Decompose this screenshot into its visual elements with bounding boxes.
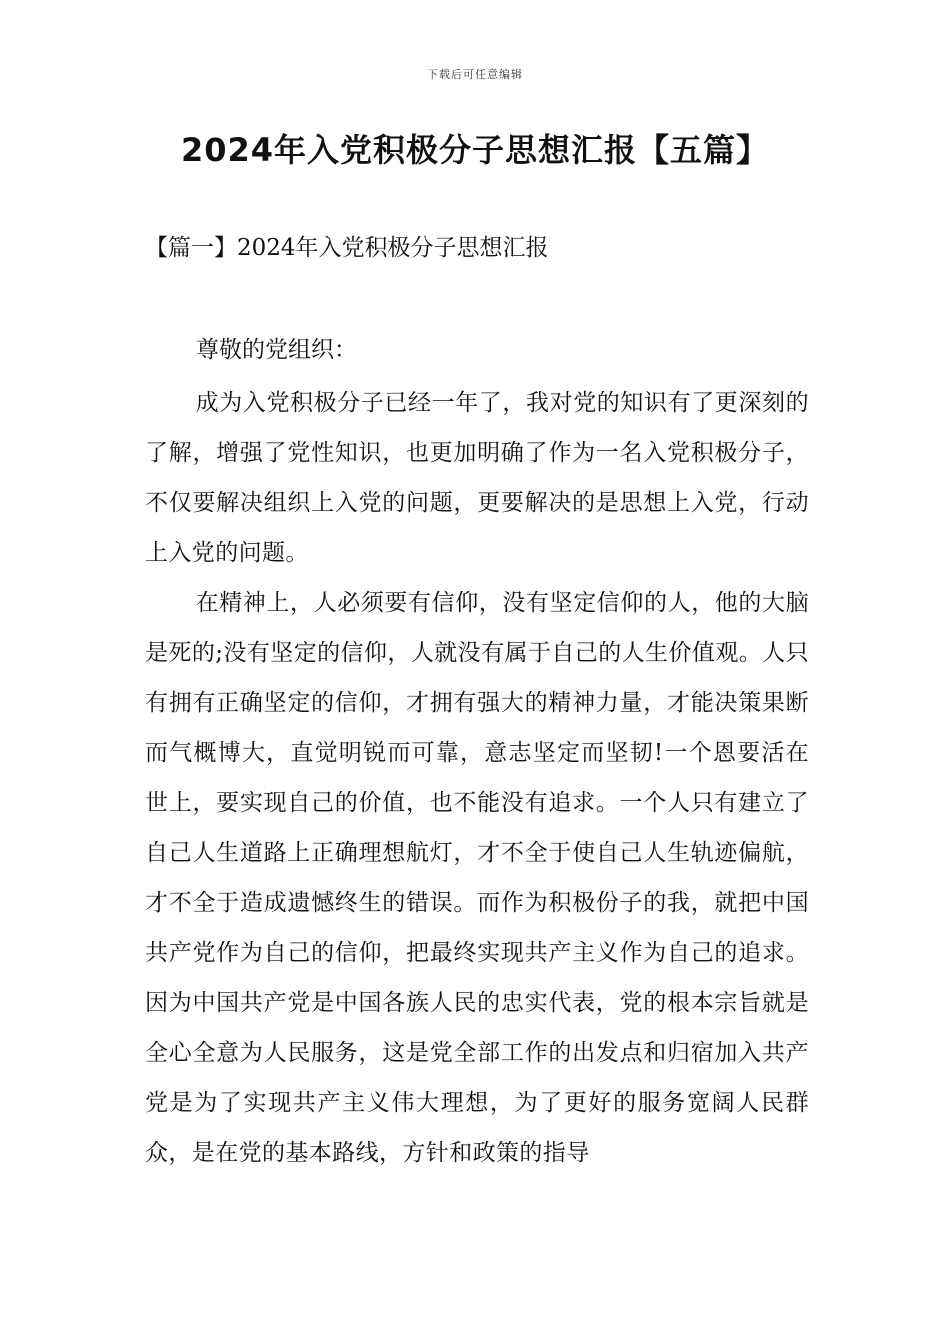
document-title: 2024年入党积极分子思想汇报【五篇】 bbox=[180, 131, 770, 169]
salutation: 尊敬的党组织： bbox=[196, 337, 357, 363]
paragraph-1: 成为入党积极分子已经一年了，我对党的知识有了更深刻的了解，增强了党性知识，也更加明确了作为一名入党积极分子，不仅要解决组织上入党的问题，更要解决的是思想上入党，行动上入党的问题。 bbox=[145, 390, 809, 566]
paragraph-2: 在精神上，人必须要有信仰，没有坚定信仰的人，他的大脑是死的;没有坚定的信仰，人就没有属于自己的人生价值观。人只有拥有正确坚定的信仰，才拥有强大的精神力量，才能决策果断而气概博大，直觉明锐而可靠，意志坚定而坚韧!一个恩要活在世上，要实现自己的价值，也不能没有追求。一个人只有建立了自己人生道路上正确理想航灯，才不全于使自己人生轨迹偏航，才不全于造成遗憾终生的错误。而作为积极份子的我，就把中国共产党作为自己的信仰，把最终实现共产主义作为自己的追求。因为中国共产党是中国各族人民的忠实代表，党的根本宗旨就是全心全意为人民服务，这是党全部工作的出发点和归宿加入共产党是为了实现共产主义伟大理想，为了更好的服务宽阔人民群众，是在党的基本路线，方针和政策的指导 bbox=[145, 590, 809, 1166]
header-note: 下载后可任意编辑 bbox=[427, 68, 523, 81]
section-heading: 【篇一】2024年入党积极分子思想汇报 bbox=[145, 235, 549, 261]
body-text bbox=[145, 378, 809, 1178]
